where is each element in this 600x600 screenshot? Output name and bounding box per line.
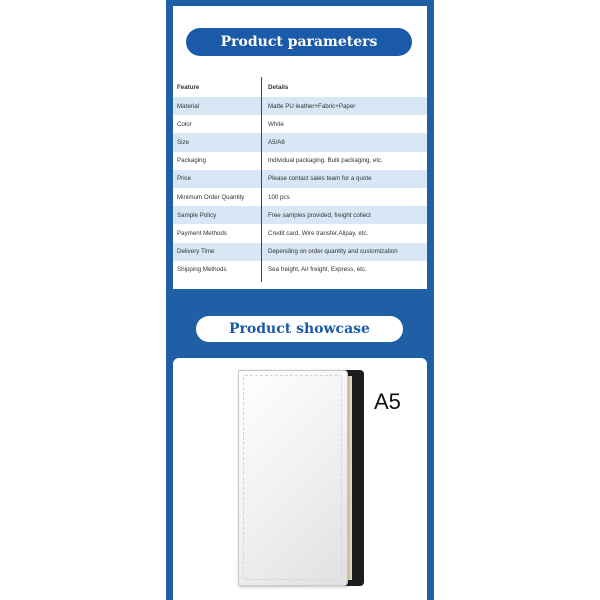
feature-cell: Delivery Time xyxy=(177,248,215,256)
notebook-stitching xyxy=(243,375,342,580)
feature-cell: Packaging xyxy=(177,157,206,165)
feature-cell: Price xyxy=(177,175,192,183)
table-row xyxy=(173,224,427,242)
table-row xyxy=(173,243,427,261)
details-cell: A5/A6 xyxy=(268,138,285,146)
feature-cell: Size xyxy=(177,138,190,146)
details-cell: Depending on order quantity and customization xyxy=(268,248,398,256)
header-details: Details xyxy=(268,83,289,91)
table-row xyxy=(173,261,427,279)
column-divider xyxy=(261,77,262,282)
table-row xyxy=(173,206,427,224)
showcase-title: Product showcase xyxy=(196,316,403,342)
feature-cell: Sample Policy xyxy=(177,211,217,219)
table-row xyxy=(173,133,427,151)
details-cell: Matte PU leather+Fabric+Paper xyxy=(268,102,356,110)
feature-cell: Shipping Methods xyxy=(177,266,227,274)
table-row xyxy=(173,115,427,133)
details-cell: White xyxy=(268,120,284,128)
table-row xyxy=(173,97,427,115)
size-label: A5 xyxy=(374,389,401,414)
feature-cell: Color xyxy=(177,120,192,128)
header-feature: Feature xyxy=(177,83,200,91)
details-cell: 100 pcs xyxy=(268,193,290,201)
parameters-table xyxy=(173,77,427,279)
parameters-title: Product parameters xyxy=(186,28,412,56)
details-cell: Credit card, Wire transfer,Alipay, etc. xyxy=(268,229,369,237)
details-cell: Individual packaging. Bulk packaging, etc. xyxy=(268,157,383,165)
table-header-row xyxy=(173,77,427,97)
details-cell: Sea freight, Air freight, Express, etc. xyxy=(268,266,367,274)
table-row xyxy=(173,152,427,170)
details-cell: Please contact sales team for a quote xyxy=(268,175,372,183)
feature-cell: Payment Methods xyxy=(177,229,227,237)
feature-cell: Material xyxy=(177,102,200,110)
details-cell: Free samples provided, freight collect xyxy=(268,211,371,219)
table-row xyxy=(173,188,427,206)
feature-cell: Minimum Order Quantity xyxy=(177,193,245,201)
table-row xyxy=(173,170,427,188)
